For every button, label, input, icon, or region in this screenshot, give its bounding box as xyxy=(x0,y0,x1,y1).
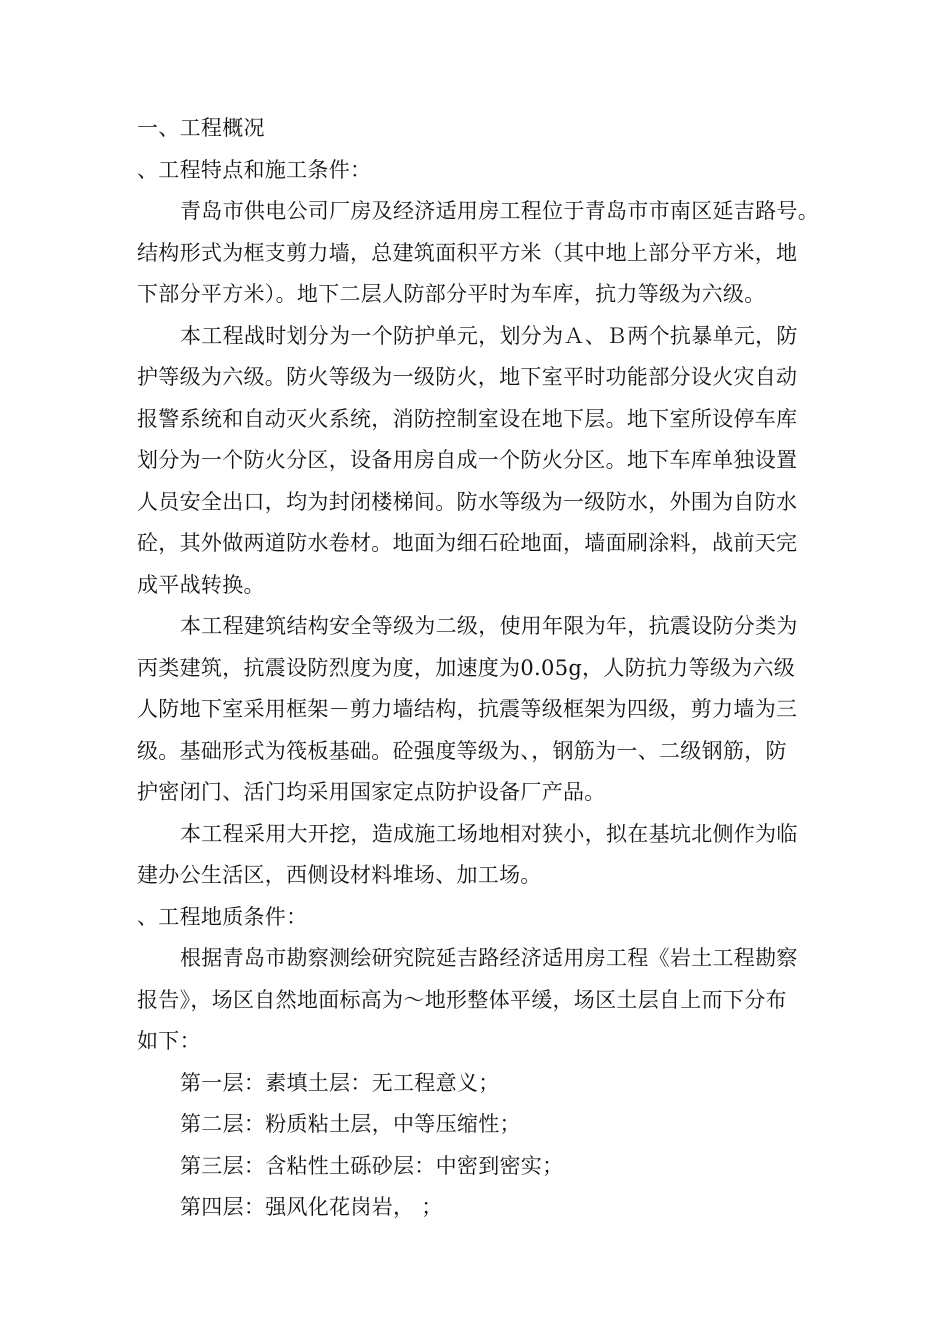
list-item: 第二层：粉质粘土层，中等压缩性； xyxy=(180,1112,521,1136)
paragraph-line: 青岛市供电公司厂房及经济适用房工程位于青岛市市南区延吉路号。 xyxy=(180,199,819,223)
section-heading: 一、工程概况 xyxy=(137,116,265,140)
paragraph-line: 建办公生活区，西侧设材料堆场、加工场。 xyxy=(137,863,542,887)
paragraph-line: 护等级为六级。防火等级为一级防火，地下室平时功能部分设火灾自动 xyxy=(137,365,798,389)
paragraph-line: 本工程采用大开挖，造成施工场地相对狭小，拟在基坑北侧作为临 xyxy=(180,821,798,846)
subsection-heading: 、工程地质条件： xyxy=(137,904,308,929)
paragraph-line: 结构形式为框支剪力墙，总建筑面积平方米（其中地上部分平方米，地 xyxy=(137,240,798,265)
paragraph-line: 护密闭门、活门均采用国家定点防护设备厂产品。 xyxy=(137,780,606,804)
paragraph-line: 划分为一个防火分区，设备用房自成一个防火分区。地下车库单独设置 xyxy=(137,448,798,472)
list-item: 第一层：素填土层：无工程意义； xyxy=(180,1070,500,1095)
paragraph-line: 砼，其外做两道防水卷材。地面为细石砼地面，墙面刷涂料，战前天完 xyxy=(137,531,798,555)
list-item: 第四层：强风化花岗岩， ； xyxy=(180,1195,443,1219)
paragraph-line: 成平战转换。 xyxy=(137,572,265,597)
list-item: 第三层：含粘性土砾砂层：中密到密实； xyxy=(180,1153,564,1178)
paragraph-line: 报告》，场区自然地面标高为～地形整体平缓，场区土层自上而下分布 xyxy=(137,987,787,1012)
subsection-heading: 、工程特点和施工条件： xyxy=(137,157,372,182)
paragraph-line: 下部分平方米）。地下二层人防部分平时为车库，抗力等级为六级。 xyxy=(137,282,766,306)
paragraph-line: 根据青岛市勘察测绘研究院延吉路经济适用房工程《岩土工程勘察 xyxy=(180,946,798,970)
paragraph-line: 如下： xyxy=(137,1029,201,1053)
document-body xyxy=(137,108,837,1229)
paragraph-line: 人防地下室采用框架－剪力墙结构，抗震等级框架为四级，剪力墙为三 xyxy=(137,697,798,721)
paragraph-line: 丙类建筑，抗震设防烈度为度，加速度为0.05g，人防抗力等级为六级 xyxy=(137,655,796,680)
paragraph-line: 人员安全出口，均为封闭楼梯间。防水等级为一级防水，外围为自防水 xyxy=(137,489,798,514)
paragraph-line: 本工程战时划分为一个防护单元，划分为Ａ、Ｂ两个抗暴单元，防 xyxy=(180,323,798,348)
paragraph-line: 报警系统和自动灭火系统，消防控制室设在地下层。地下室所设停车库 xyxy=(137,406,798,431)
paragraph-line: 级。基础形式为筏板基础。砼强度等级为、，钢筋为一、二级钢筋，防 xyxy=(137,738,787,763)
paragraph-line: 本工程建筑结构安全等级为二级，使用年限为年，抗震设防分类为 xyxy=(180,614,798,638)
